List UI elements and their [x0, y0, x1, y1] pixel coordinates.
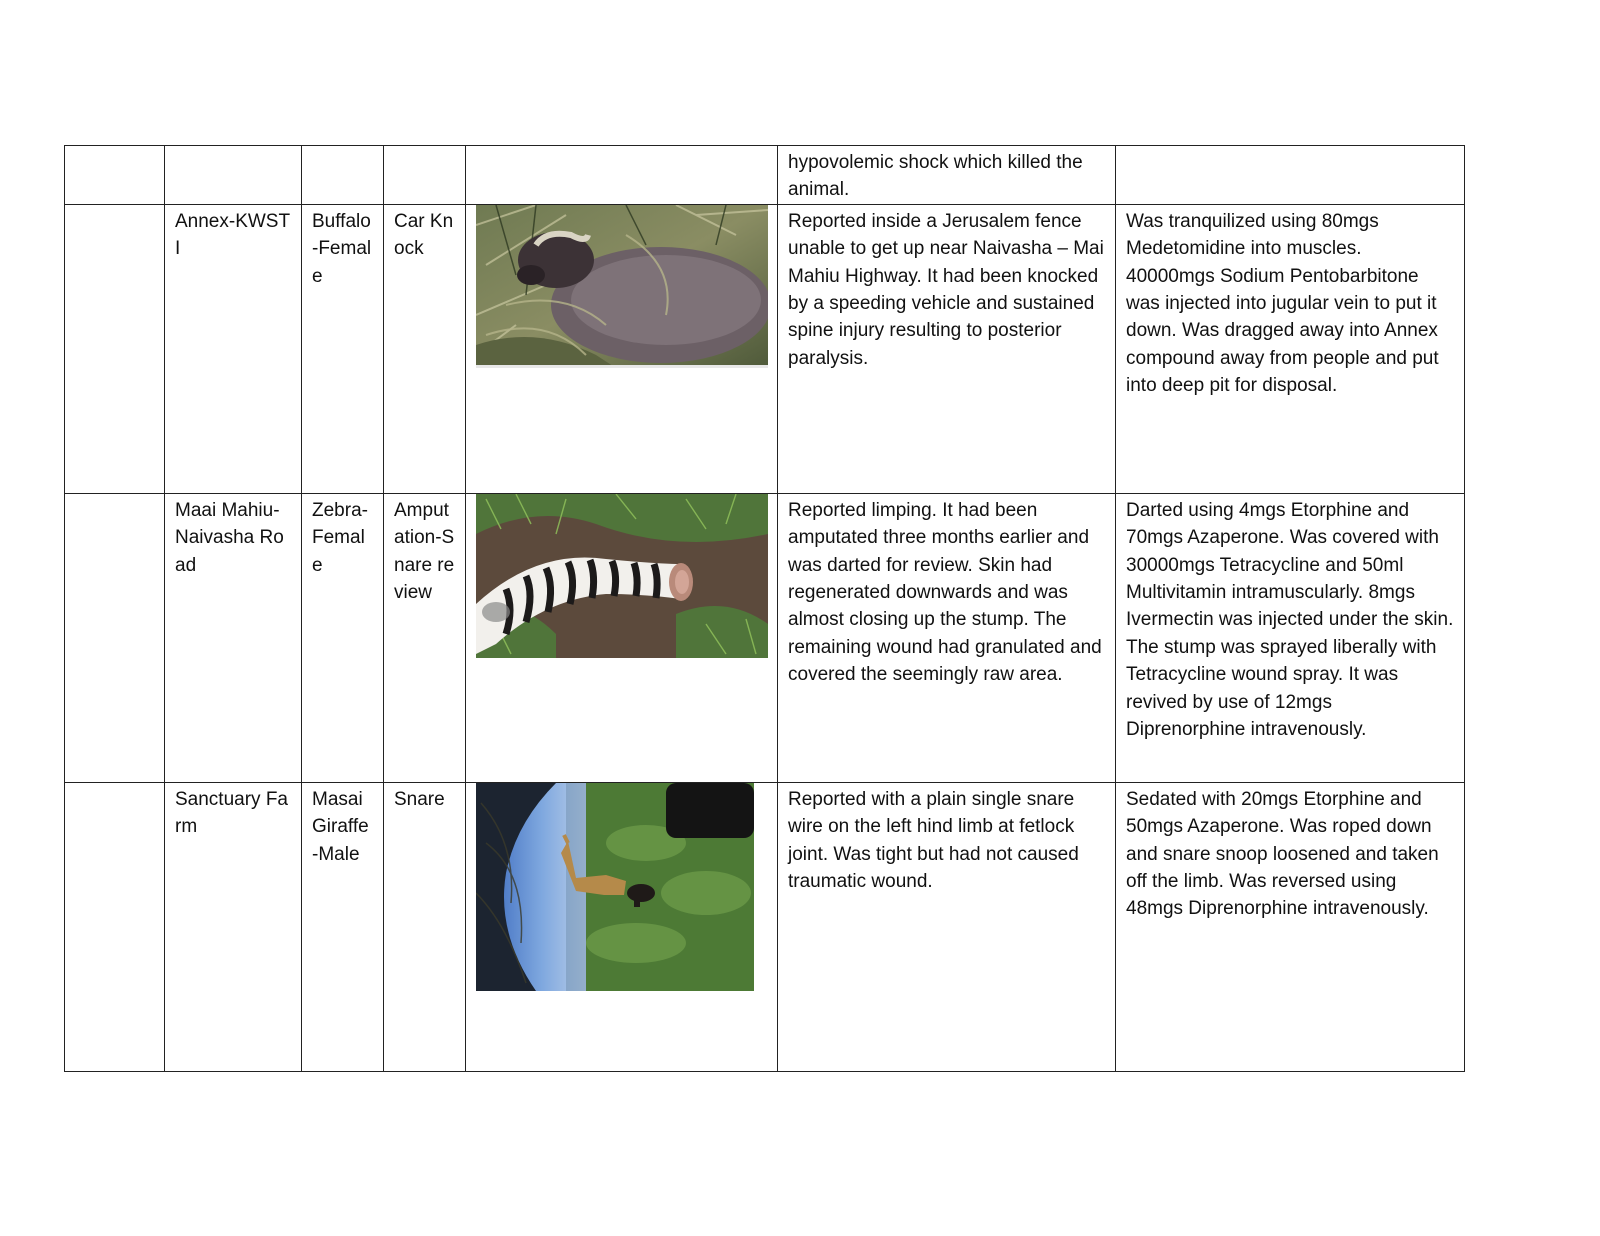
table-row: [65, 204, 1465, 493]
location-cell: Annex-KWSTI: [165, 204, 302, 493]
case-type-cell: [384, 146, 466, 205]
case-type-cell: Snare: [384, 782, 466, 1071]
table-row: [65, 782, 1465, 1071]
photo-cell: [466, 782, 778, 1071]
action-cell: [1116, 146, 1465, 205]
case-id-cell: [65, 782, 165, 1071]
description-cell: Reported with a plain single snare wire on the left hind limb at fetlock joint. Was tight but had not caused traumatic wound.: [778, 782, 1116, 1071]
case-id-cell: [65, 146, 165, 205]
species-cell: Zebra-Female: [302, 493, 384, 782]
description-cell: Reported inside a Jerusalem fence unable to get up near Naivasha – Mai Mahiu Highway. It had been knocked by a speeding vehicle and sustained spine injury resulting to posterior paralysis.: [778, 204, 1116, 493]
description-cell: Reported limping. It had been amputated three months earlier and was darted for review. Skin had regenerated downwards and was almost closing up the stump. The remaining wound had granulated and covered the seemingly raw area.: [778, 493, 1116, 782]
action-cell: Darted using 4mgs Etorphine and 70mgs Azaperone. Was covered with 30000mgs Tetracycline and 50ml Multivitamin intramuscularly. 8mgs Ivermectin was injected under the skin. The stump was sprayed liberally with Tetracycline wound spray. It was revived by use of 12mgs Diprenorphine intravenously.: [1116, 493, 1465, 782]
photo-cell: [466, 204, 778, 493]
species-cell: Masai Giraffe-Male: [302, 782, 384, 1071]
location-cell: Maai Mahiu-Naivasha Road: [165, 493, 302, 782]
buffalo-photo: [476, 205, 768, 368]
location-cell: Sanctuary Farm: [165, 782, 302, 1071]
giraffe-photo: [476, 783, 754, 991]
case-report-table: [64, 145, 1465, 1072]
species-cell: Buffalo-Female: [302, 204, 384, 493]
location-cell: [165, 146, 302, 205]
case-id-cell: [65, 493, 165, 782]
photo-cell: [466, 493, 778, 782]
species-cell: [302, 146, 384, 205]
description-cell: hypovolemic shock which killed the animal.: [778, 146, 1116, 205]
table-row: [65, 146, 1465, 205]
photo-cell: [466, 146, 778, 205]
table-row: [65, 493, 1465, 782]
action-cell: Sedated with 20mgs Etorphine and 50mgs Azaperone. Was roped down and snare snoop loosened and taken off the limb. Was reversed using 48mgs Diprenorphine intravenously.: [1116, 782, 1465, 1071]
action-cell: Was tranquilized using 80mgs Medetomidine into muscles. 40000mgs Sodium Pentobarbitone was injected into jugular vein to put it down. Was dragged away into Annex compound away from people and put into deep pit for disposal.: [1116, 204, 1465, 493]
case-type-cell: Car Knock: [384, 204, 466, 493]
case-type-cell: Amputation-Snare review: [384, 493, 466, 782]
case-id-cell: [65, 204, 165, 493]
zebra-photo: [476, 494, 768, 658]
